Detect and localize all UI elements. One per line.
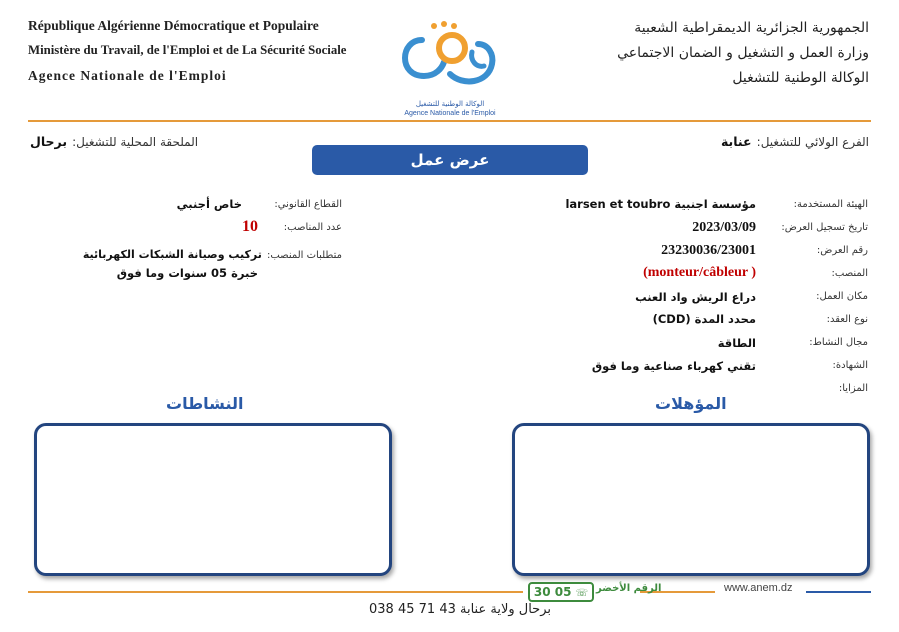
value-requirements: تركيب وصيانة الشبكات الكهربائية	[82, 248, 262, 261]
value-workplace: دراع الريش واد العنب	[635, 290, 756, 304]
value-offer-number: 23230036/23001	[661, 243, 756, 258]
local-branch	[30, 131, 198, 150]
label-requirements: متطلبات المنصب:	[266, 250, 342, 261]
activities-title: النشاطات	[166, 394, 244, 413]
header-fr-line3: Agence Nationale de l'Emploi	[28, 68, 227, 83]
label-employer: الهيئة المستخدمة:	[793, 199, 868, 210]
label-contract: نوع العقد:	[826, 314, 868, 325]
header-ar-line1: الجمهورية الجزائرية الديمقراطية الشعبية	[634, 20, 869, 36]
value-legal-sector: خاص أجنبي	[176, 197, 242, 211]
qualifications-box	[512, 423, 870, 576]
value-positions-count: 10	[242, 218, 258, 235]
value-diploma: تقني كهرباء صناعية وما فوق	[591, 359, 756, 373]
value-contract: محدد المدة (CDD)	[652, 312, 756, 326]
page-title: عرض عمل	[312, 145, 588, 175]
label-position: المنصب:	[831, 268, 868, 279]
green-label: الرقم الأخضر	[596, 583, 662, 594]
header-divider	[28, 120, 871, 122]
anem-logo	[392, 18, 508, 116]
logo-ar-text: الوكالة الوطنية للتشغيل	[415, 100, 485, 108]
requirements-line	[83, 243, 342, 262]
value-experience: خبرة 05 سنوات وما فوق	[116, 266, 258, 280]
header-fr-line1: République Algérienne Démocratique et Populaire	[28, 18, 319, 33]
label-offer-number: رقم العرض:	[816, 245, 868, 256]
qualifications-title: المؤهلات	[655, 394, 727, 413]
label-diploma: الشهادة:	[832, 360, 868, 371]
label-reg-date: تاريخ تسجيل العرض:	[781, 222, 868, 233]
local-value: برحال	[30, 134, 68, 149]
local-label: الملحقة المحلية للتشغيل:	[72, 135, 199, 149]
green-number-badge	[528, 582, 594, 602]
anem-logo-icon	[392, 18, 508, 94]
footer-address-phone: برحال ولاية عنابة 43 71 45 038	[368, 602, 552, 617]
wilaya-label: الفرع الولائي للتشغيل:	[756, 135, 869, 149]
wilaya-value: عنابة	[720, 134, 752, 149]
footer-line-right	[806, 591, 871, 593]
footer-line-left	[28, 591, 523, 593]
phone-icon: ☏	[575, 588, 589, 599]
website-link[interactable]: www.anem.dz	[724, 582, 793, 594]
wilaya-branch	[721, 131, 869, 150]
label-activity-field: مجال النشاط:	[809, 337, 868, 348]
value-activity-field: الطاقة	[717, 336, 756, 350]
activities-box	[34, 423, 392, 576]
label-workplace: مكان العمل:	[816, 291, 868, 302]
header-fr-line2: Ministère du Travail, de l'Emploi et de La Sécurité Sociale	[28, 43, 347, 57]
value-employer: مؤسسة اجنبية larsen et toubro	[565, 197, 756, 211]
header-ar-line2: وزارة العمل و التشغيل و الضمان الاجتماعي	[617, 45, 869, 61]
header-ar-line3: الوكالة الوطنية للتشغيل	[732, 70, 869, 86]
value-position: (monteur/câbleur )	[643, 265, 756, 280]
logo-fr-text: Agence Nationale de l'Emploi	[404, 110, 496, 117]
label-benefits: المزايا:	[838, 383, 868, 394]
label-legal-sector: القطاع القانوني:	[274, 199, 342, 210]
label-positions-count: عدد المناصب:	[283, 222, 342, 233]
green-number: 30 05	[533, 585, 572, 599]
value-reg-date: 2023/03/09	[692, 220, 756, 235]
